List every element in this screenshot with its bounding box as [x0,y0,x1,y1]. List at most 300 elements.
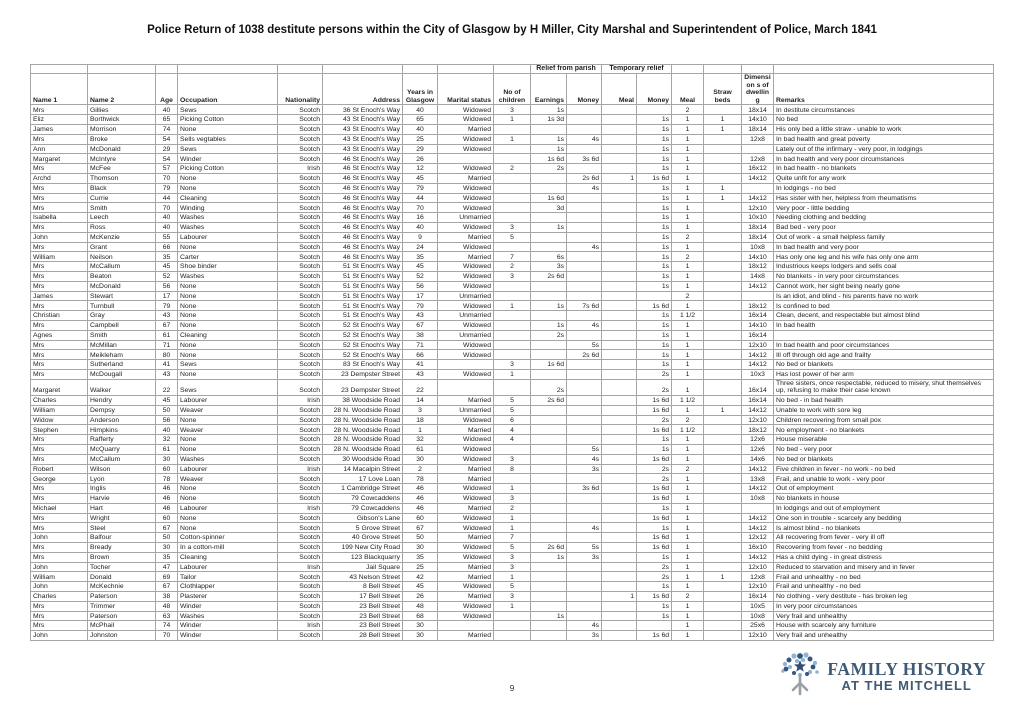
data-cell: 1 [494,484,531,494]
data-cell: McPhail [88,621,156,631]
data-cell: Inglis [88,484,156,494]
data-cell: 1s [637,115,672,125]
data-cell [704,301,742,311]
data-cell [531,281,567,291]
data-cell: 1 [672,125,704,135]
data-cell: 43 St Enoch's Way [323,125,403,135]
data-cell: 28 N. Woodside Road [323,425,403,435]
data-cell: 1s [637,193,672,203]
remarks-cell: Reduced to starvation and misery and in fever [774,562,994,572]
data-cell: 79 Cowcaddens [323,493,403,503]
data-cell: 44 [403,193,438,203]
data-cell: Scotch [278,591,323,601]
data-cell: Scotch [278,631,323,641]
data-cell [494,213,531,223]
data-cell: 7 [494,533,531,543]
data-cell: Irish [278,395,323,405]
data-cell: None [178,174,278,184]
data-cell [438,360,494,370]
data-cell: 1 [494,115,531,125]
data-cell: 1s [531,105,567,115]
data-cell: 16x12 [742,164,774,174]
data-cell: Scotch [278,193,323,203]
data-cell [704,164,742,174]
data-cell [531,369,567,379]
data-cell [567,271,602,281]
data-cell: 1s [637,360,672,370]
data-cell [567,281,602,291]
data-cell: Widowed [438,115,494,125]
data-cell [531,232,567,242]
data-cell: 50 [156,405,178,415]
data-cell: Mrs [31,542,88,552]
data-cell: 1s [637,503,672,513]
data-cell: Scotch [278,454,323,464]
data-cell: 1s [637,611,672,621]
data-cell: Widowed [438,484,494,494]
data-cell: 17 [156,291,178,301]
table-row [31,232,994,242]
data-cell: 9 [403,232,438,242]
data-cell: 1 [672,223,704,233]
data-cell [531,474,567,484]
data-cell: 1 [672,533,704,543]
data-cell: Campbell [88,320,156,330]
data-cell [602,271,637,281]
data-cell: 2s 6d [567,350,602,360]
data-cell [704,350,742,360]
data-cell: Himpkins [88,425,156,435]
data-cell [494,154,531,164]
data-cell: None [178,125,278,135]
remarks-cell: No blankets - in very poor circumstances [774,271,994,281]
data-cell: 1 [602,174,637,184]
data-cell: 1s 6d [531,360,567,370]
data-cell: McMillan [88,340,156,350]
data-cell [602,105,637,115]
data-cell: 1 [704,405,742,415]
data-cell: Lyon [88,474,156,484]
data-cell [602,291,637,301]
data-cell: Rafferty [88,435,156,445]
table-row [31,601,994,611]
data-cell: 1 [704,125,742,135]
data-cell: Plasterer [178,591,278,601]
table-row [31,330,994,340]
data-cell: 79 Cowcaddens [323,503,403,513]
data-cell [602,144,637,154]
data-cell: 14x12 [742,193,774,203]
data-cell: 3 [494,552,531,562]
data-cell: Sews [178,105,278,115]
data-cell: William [31,252,88,262]
remarks-cell: Quite unfit for any work [774,174,994,184]
data-cell: Ross [88,223,156,233]
data-cell [704,281,742,291]
data-cell: 30 [403,542,438,552]
col-header: Earnings [531,74,567,105]
data-cell: 1 [672,601,704,611]
data-cell: 1s [637,444,672,454]
data-cell: 5s [567,340,602,350]
data-cell [602,425,637,435]
data-cell: 78 [403,474,438,484]
remarks-cell: Lately out of the infirmary - very poor, in lodgings [774,144,994,154]
data-cell: 40 [156,425,178,435]
data-cell: 32 [403,435,438,445]
data-cell: 5s [567,542,602,552]
group-header-spacer [704,65,742,74]
data-cell [704,360,742,370]
data-cell [531,311,567,321]
data-cell: Mrs [31,281,88,291]
remarks-cell: Very frail and unhealthy [774,611,994,621]
data-cell: 1 [494,134,531,144]
data-cell: 3s [567,552,602,562]
data-cell [531,125,567,135]
group-header-spacer [323,65,403,74]
data-cell [494,621,531,631]
data-cell: Labourer [178,562,278,572]
data-cell [531,601,567,611]
data-cell [602,115,637,125]
data-cell: Walker [88,379,156,395]
data-cell: 1 [403,425,438,435]
data-cell [531,513,567,523]
data-cell [602,484,637,494]
data-cell: 57 [156,164,178,174]
remarks-cell: No bed [774,115,994,125]
data-cell [602,552,637,562]
dotted-tree-icon [779,650,821,703]
table-row [31,484,994,494]
data-cell: 26 [403,154,438,164]
data-cell: 70 [156,174,178,184]
data-cell: Widowed [438,105,494,115]
data-cell [602,360,637,370]
data-cell: 1s [637,154,672,164]
data-cell [531,503,567,513]
group-header-spacer [156,65,178,74]
col-header: Name 2 [88,74,156,105]
data-cell: 30 [156,454,178,464]
data-cell: 1 [672,474,704,484]
table-row [31,350,994,360]
data-cell: 7s 6d [567,301,602,311]
data-cell: Scotch [278,350,323,360]
data-cell: 38 [403,330,438,340]
data-cell: Mrs [31,242,88,252]
data-cell: 7 [494,252,531,262]
remarks-cell: Has sister with her, helpless from rheumatisms [774,193,994,203]
data-cell: 43 St Enoch's Way [323,144,403,154]
data-cell: 52 St Enoch's Way [323,340,403,350]
data-cell [567,125,602,135]
data-cell [531,435,567,445]
data-cell [494,144,531,154]
data-cell: 1s 3d [531,115,567,125]
data-cell: 46 [156,484,178,494]
data-cell: 23 Bell Street [323,611,403,621]
data-cell: Anderson [88,415,156,425]
data-cell: 22 [403,379,438,395]
data-cell: 1 [672,435,704,445]
data-cell: 2s 6d [567,174,602,184]
data-cell: 2 [672,291,704,301]
data-cell: 79 [403,183,438,193]
data-cell [704,291,742,301]
data-cell: 28 N. Woodside Road [323,444,403,454]
data-cell: Cleaning [178,552,278,562]
group-header-spacer [403,65,438,74]
data-cell: 1 [494,369,531,379]
data-cell [704,552,742,562]
data-cell: 45 [403,262,438,272]
data-cell: 43 [156,311,178,321]
data-cell: None [178,301,278,311]
data-cell [567,493,602,503]
data-cell: None [178,320,278,330]
data-cell [567,474,602,484]
data-cell: 4s [567,242,602,252]
data-cell: 16x10 [742,542,774,552]
data-cell [494,379,531,395]
data-cell: 4 [494,435,531,445]
data-cell: 3s [531,262,567,272]
data-cell: 1 [672,572,704,582]
data-cell: Grant [88,242,156,252]
data-cell: Irish [278,621,323,631]
data-cell: 12x10 [742,203,774,213]
remarks-cell: Ill off through old age and frailty [774,350,994,360]
data-cell: 61 [156,444,178,454]
data-cell: 6s [531,252,567,262]
data-cell [567,591,602,601]
data-cell [602,125,637,135]
data-cell: 10x10 [742,213,774,223]
data-cell: 16x14 [742,395,774,405]
data-cell: Widowed [438,203,494,213]
data-cell [494,193,531,203]
data-cell: 41 [156,360,178,370]
data-cell [567,611,602,621]
table-row [31,125,994,135]
data-cell: 43 [403,311,438,321]
data-cell: Scotch [278,320,323,330]
data-cell: Scotch [278,474,323,484]
data-cell: Weaver [178,405,278,415]
data-cell [704,474,742,484]
data-cell: 1s 6d [637,484,672,494]
data-cell: 10x8 [742,611,774,621]
data-cell: Neilson [88,252,156,262]
data-cell: 1 [672,379,704,395]
data-cell [567,572,602,582]
data-cell: 44 [156,193,178,203]
remarks-cell: Three sisters, once respectable, reduced to misery, shut themselves up, refusing to make their case known [774,379,994,395]
page-number: 9 [509,683,515,693]
col-header: Straw beds [704,74,742,105]
data-cell: Scotch [278,105,323,115]
data-cell: Winder [178,601,278,611]
data-cell: Borthwick [88,115,156,125]
data-cell: 1 1/2 [672,311,704,321]
data-cell: 51 St Enoch's Way [323,281,403,291]
table-row [31,154,994,164]
data-cell: Margaret [31,154,88,164]
data-cell [567,533,602,543]
data-cell: 43 St Enoch's Way [323,134,403,144]
data-cell: Married [438,591,494,601]
remarks-cell: Is an idiot, and blind - his parents have no work [774,291,994,301]
data-cell: 1s [531,552,567,562]
data-cell: 2s [637,379,672,395]
data-cell: 1 [672,484,704,494]
data-cell: 12x8 [742,154,774,164]
data-cell: 43 [156,369,178,379]
data-cell [602,193,637,203]
data-cell: 40 [403,125,438,135]
data-cell: Mrs [31,164,88,174]
data-cell [438,379,494,395]
data-cell: Washes [178,611,278,621]
data-cell [704,223,742,233]
data-cell: Scotch [278,360,323,370]
data-cell: Scotch [278,340,323,350]
data-cell: Beaton [88,271,156,281]
data-cell [602,611,637,621]
data-cell: 45 [403,174,438,184]
data-cell: 18x12 [742,262,774,272]
remarks-cell: No bed - in bad health [774,395,994,405]
data-cell: Sews [178,144,278,154]
remarks-cell: Cannot work, her sight being nearly gone [774,281,994,291]
data-cell: Wilson [88,464,156,474]
data-cell: Scotch [278,542,323,552]
data-cell [602,513,637,523]
data-cell: 12 [403,164,438,174]
data-cell: 40 [403,223,438,233]
data-cell: 12x6 [742,435,774,445]
data-cell: 8 Bell Street [323,582,403,592]
data-cell: 1 [704,572,742,582]
data-cell: Weaver [178,425,278,435]
data-cell: Scotch [278,484,323,494]
mitchell-logo [779,650,986,703]
data-cell: Harvie [88,493,156,503]
data-cell: 1 [602,591,637,601]
data-cell: Tailor [178,572,278,582]
data-cell: McDougall [88,369,156,379]
data-cell: 79 [403,301,438,311]
data-cell: Mrs [31,134,88,144]
data-cell: Married [438,474,494,484]
data-cell: 1s [637,552,672,562]
data-cell: 35 [156,552,178,562]
table-row [31,115,994,125]
data-cell: Mrs [31,340,88,350]
data-cell: Scotch [278,330,323,340]
data-cell: Mrs [31,513,88,523]
data-cell: None [178,340,278,350]
data-cell: 1s [637,281,672,291]
data-cell: 16x14 [742,379,774,395]
table-row [31,271,994,281]
data-cell: In a cotton-mill [178,542,278,552]
data-cell: 56 [403,281,438,291]
data-cell: Scotch [278,582,323,592]
data-cell: 1 [704,193,742,203]
data-cell [567,203,602,213]
data-cell: Irish [278,164,323,174]
data-cell [602,444,637,454]
logo-text [827,660,986,693]
data-cell: Eliz [31,115,88,125]
data-cell: Married [438,572,494,582]
data-cell: Scotch [278,301,323,311]
remarks-cell: Children recovering from small pox [774,415,994,425]
data-cell: McKechnie [88,582,156,592]
table-row [31,193,994,203]
data-cell: Balfour [88,533,156,543]
data-cell [531,213,567,223]
remarks-cell: Five children in fever - no work - no bed [774,464,994,474]
data-cell: Picking Cotton [178,164,278,174]
table-row [31,395,994,405]
data-cell: Married [438,562,494,572]
data-cell: 46 St Enoch's Way [323,242,403,252]
data-cell: Widowed [438,164,494,174]
data-cell [567,291,602,301]
data-cell: Clothlapper [178,582,278,592]
data-cell: Widowed [438,350,494,360]
data-cell [531,183,567,193]
data-cell [567,425,602,435]
data-cell: 1 [704,115,742,125]
data-cell: 1s [637,213,672,223]
data-cell: 43 [403,369,438,379]
remarks-cell: In bad health and very poor circumstances [774,154,994,164]
data-cell: 51 St Enoch's Way [323,311,403,321]
data-cell [567,115,602,125]
col-header: Nationality [278,74,323,105]
data-cell [602,572,637,582]
data-cell: Mrs [31,223,88,233]
remarks-cell: Has lost power of her arm [774,369,994,379]
data-cell: 2s [637,464,672,474]
data-cell: 17 Love Loan [323,474,403,484]
data-cell: 26 [403,591,438,601]
data-cell: 2 [672,415,704,425]
data-cell [602,369,637,379]
col-header: Name 1 [31,74,88,105]
data-cell [704,144,742,154]
data-cell: 4s [567,320,602,330]
data-cell [438,154,494,164]
data-cell: 5 [494,582,531,592]
data-cell [531,464,567,474]
data-cell: 46 [403,484,438,494]
data-cell: 1s [637,271,672,281]
data-cell: Mrs [31,183,88,193]
data-cell: Unmarried [438,405,494,415]
data-cell [704,513,742,523]
data-cell: Johnston [88,631,156,641]
data-cell: 1 [672,621,704,631]
col-header: Meal [672,74,704,105]
data-cell: 56 [156,281,178,291]
group-header-spacer [31,65,88,74]
